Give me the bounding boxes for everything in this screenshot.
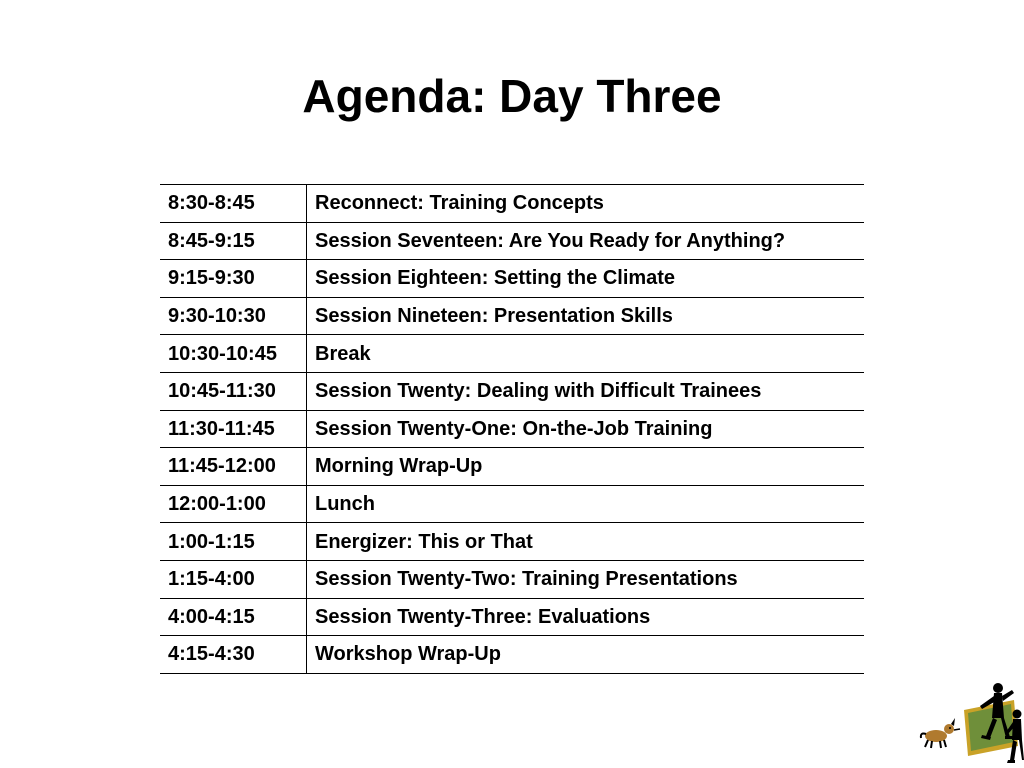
activity-cell: Session Twenty-Two: Training Presentations [307,560,865,598]
time-cell: 10:30-10:45 [160,335,307,373]
dog-icon [921,718,960,748]
activity-cell: Reconnect: Training Concepts [307,185,865,223]
table-row [160,598,864,636]
table-row [160,523,864,561]
time-cell: 9:30-10:30 [160,297,307,335]
slide-title: Agenda: Day Three [302,70,722,122]
table-row [160,410,864,448]
time-cell: 8:45-9:15 [160,222,307,260]
time-cell: 12:00-1:00 [160,485,307,523]
activity-cell: Workshop Wrap-Up [307,636,865,674]
table-row [160,222,864,260]
time-cell: 9:15-9:30 [160,260,307,298]
time-cell: 11:45-12:00 [160,448,307,486]
time-cell: 10:45-11:30 [160,372,307,410]
time-cell: 8:30-8:45 [160,185,307,223]
table-row [160,560,864,598]
teacher-chalkboard-dog-clipart-icon [918,680,1024,768]
table-row [160,260,864,298]
table-row [160,185,864,223]
table-row [160,297,864,335]
activity-cell: Break [307,335,865,373]
time-cell: 4:00-4:15 [160,598,307,636]
activity-cell: Session Twenty-Three: Evaluations [307,598,865,636]
table-row [160,485,864,523]
table-row [160,372,864,410]
table-row [160,636,864,674]
table-row [160,335,864,373]
time-cell: 4:15-4:30 [160,636,307,674]
activity-cell: Energizer: This or That [307,523,865,561]
time-cell: 11:30-11:45 [160,410,307,448]
activity-cell: Morning Wrap-Up [307,448,865,486]
time-cell: 1:15-4:00 [160,560,307,598]
activity-cell: Session Seventeen: Are You Ready for Anything? [307,222,865,260]
activity-cell: Session Eighteen: Setting the Climate [307,260,865,298]
agenda-table [160,184,864,674]
time-cell: 1:00-1:15 [160,523,307,561]
activity-cell: Session Twenty-One: On-the-Job Training [307,410,865,448]
table-row [160,448,864,486]
activity-cell: Session Twenty: Dealing with Difficult Trainees [307,372,865,410]
activity-cell: Lunch [307,485,865,523]
activity-cell: Session Nineteen: Presentation Skills [307,297,865,335]
